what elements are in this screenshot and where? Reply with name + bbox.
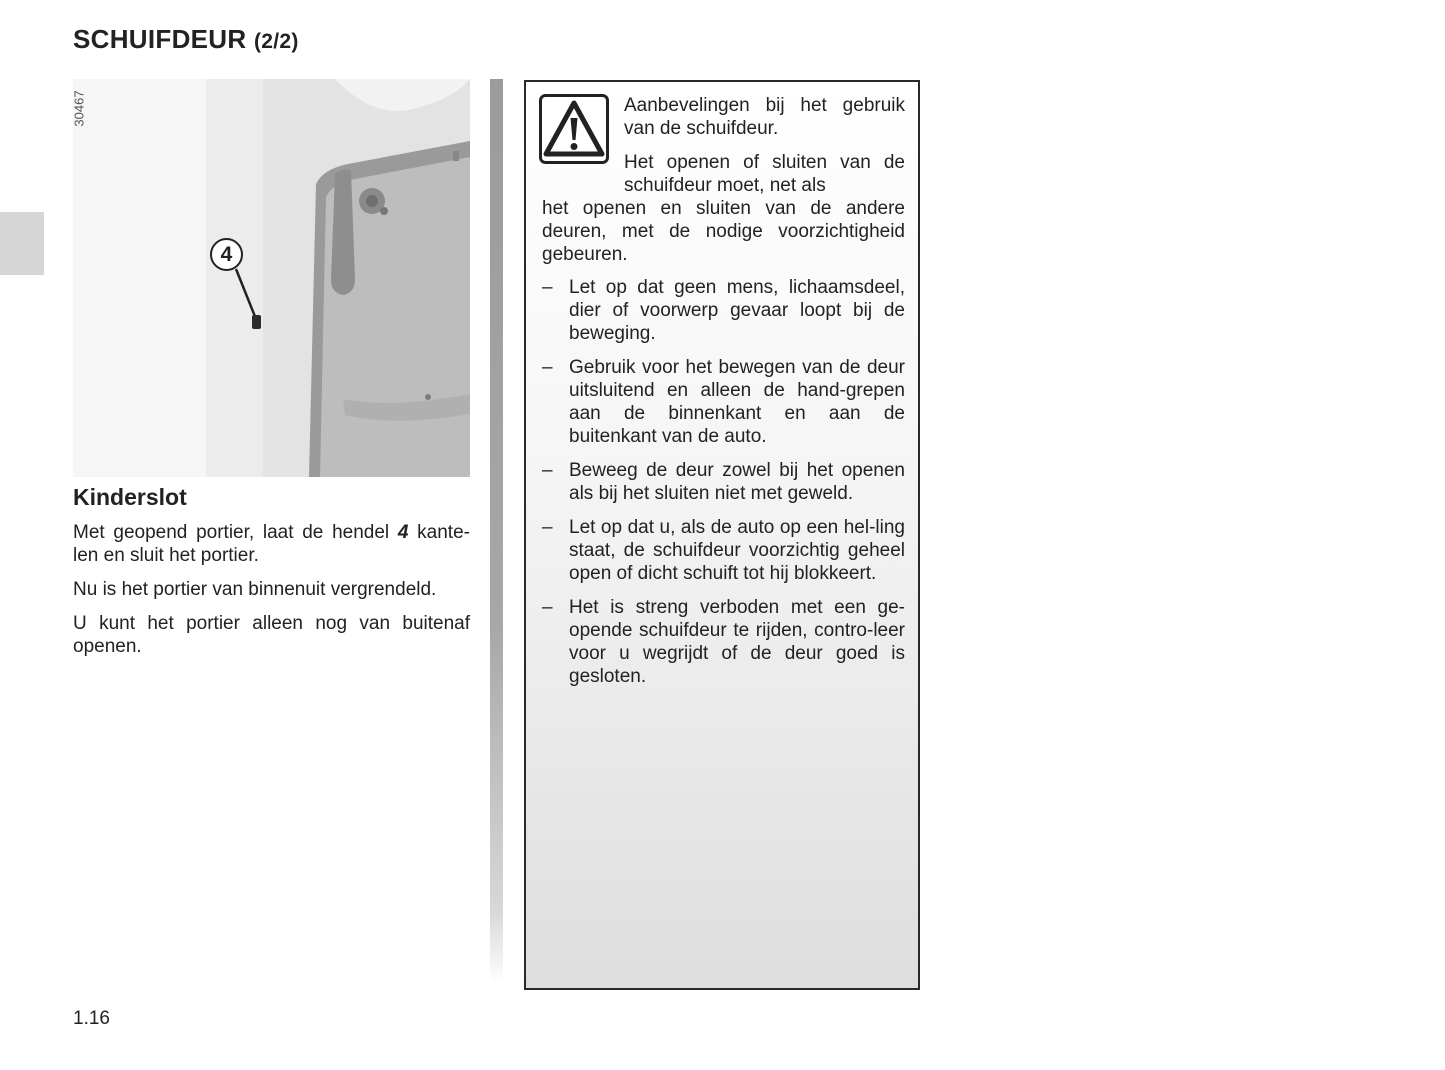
- figure-code: [73, 89, 103, 129]
- kinderslot-p1-text-after: kante-len en sluit het portier.: [73, 522, 470, 566]
- door-illustration: [73, 79, 470, 477]
- section-heading-kinderslot: Kinderslot: [73, 484, 187, 510]
- warning-content: [542, 94, 905, 699]
- warning-list-item: – Let op dat geen mens, lichaamsdeel, dier of voorwerp gevaar loopt bij de beweging.: [542, 276, 905, 345]
- kinderslot-paragraph-2: Nu is het portier van binnenuit vergrendeld.: [73, 579, 437, 600]
- page-title-text: SCHUIFDEUR: [73, 24, 247, 54]
- warning-box: [524, 80, 920, 990]
- page-title: [73, 24, 299, 55]
- kinderslot-body: [73, 521, 470, 669]
- warning-list-item: – Let op dat u, als de auto op een hel-ling staat, de schuifdeur voorzichtig geheel open of dicht schuift tot hij blokkeert.: [542, 516, 905, 585]
- warning-list-item: – Beweeg de deur zowel bij het openen als bij het sluiten niet met geweld.: [542, 459, 905, 505]
- column-divider-bar: [490, 79, 503, 984]
- page-part-indicator: (2/2): [253, 30, 299, 53]
- section-tab-marker: [0, 212, 44, 275]
- warning-list-item: – Het is streng verboden met een ge-opende schuifdeur te rijden, contro-leer voor u wegrijdt of de deur goed is gesloten.: [542, 596, 905, 688]
- door-illustration-drawing: [73, 79, 470, 477]
- figure-code-text: 30467: [71, 90, 87, 127]
- page-number: 1.16: [73, 1008, 110, 1029]
- warning-list: [542, 276, 905, 688]
- kinderslot-paragraph-3: U kunt het portier alleen nog van buitenaf openen.: [73, 613, 470, 657]
- warning-list-item: – Gebruik voor het bewegen van de deur uitsluitend en alleen de hand-grepen aan de binnenkant en aan de buitenkant van de auto.: [542, 356, 905, 448]
- kinderslot-p1-reference: 4: [397, 522, 409, 543]
- kinderslot-p1-text-before: Met geopend portier, laat de hendel: [73, 522, 398, 543]
- warning-intro-1: Aanbevelingen bij het gebruik van de schuifdeur.: [624, 95, 905, 139]
- warning-intro-2a: Het openen of sluiten van de schuifdeur moet, net als: [624, 152, 905, 196]
- callout-marker-4: 4: [210, 238, 243, 271]
- kinderslot-paragraph-1: [73, 521, 470, 567]
- warning-intro-2b: het openen en sluiten van de andere deuren, met de nodige voorzichtigheid gebeuren.: [542, 198, 905, 265]
